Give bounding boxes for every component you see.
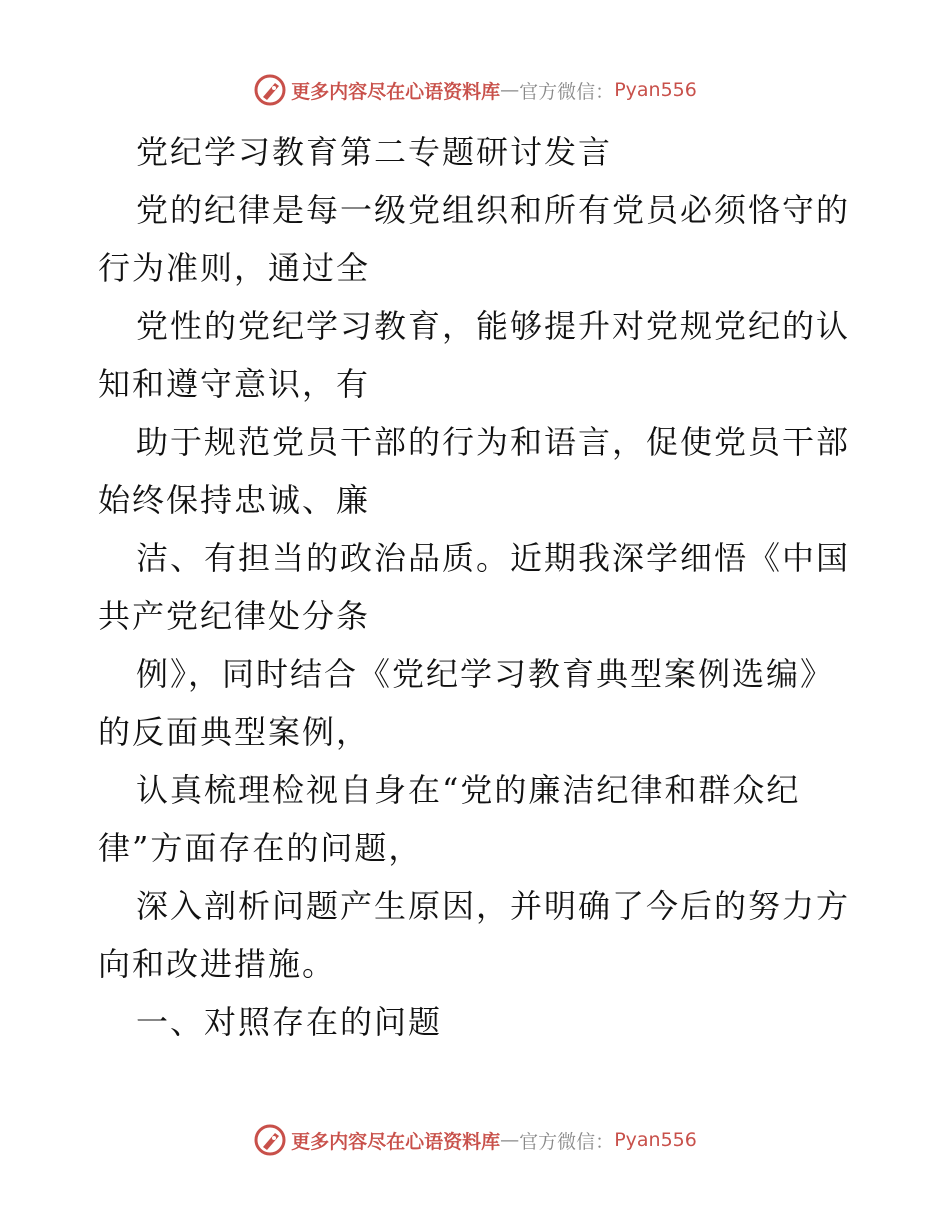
- watermark-brand: 更多内容尽在心语资料库: [291, 80, 501, 103]
- document-body: [98, 123, 858, 1051]
- paragraph-line: 例》，同时结合《党纪学习教育典型案例选编》: [136, 655, 835, 693]
- paragraph-line: 共产党纪律处分条: [98, 597, 371, 635]
- paragraph-line: 始终保持忠诚、廉: [98, 481, 371, 519]
- paragraph-line: 律”方面存在的问题，: [98, 829, 423, 867]
- watermark-separator: —: [500, 79, 520, 101]
- header-watermark: [0, 70, 950, 110]
- paragraph-line: 洁、有担当的政治品质。近期我深学细悟《中国: [136, 539, 851, 577]
- section-heading: 一、对照存在的问题: [136, 1003, 443, 1041]
- watermark-wechat-id: Pyan556: [614, 1129, 697, 1151]
- paragraph-line: 向和改进措施。: [98, 945, 337, 983]
- paragraph-line: 助于规范党员干部的行为和语言，促使党员干部: [136, 423, 851, 461]
- fountain-pen-logo-icon: [253, 1123, 287, 1157]
- paragraph-line: 党性的党纪学习教育，能够提升对党规党纪的认: [136, 307, 851, 345]
- watermark-wechat-label: 官方微信：: [519, 1130, 615, 1153]
- paragraph-line: 深入剖析问题产生原因，并明确了今后的努力方: [136, 887, 851, 925]
- paragraph-line: 认真梳理检视自身在“党的廉洁纪律和群众纪: [136, 771, 801, 809]
- paragraph-line: 行为准则，通过全: [98, 249, 371, 287]
- footer-watermark: [0, 1120, 950, 1160]
- watermark-wechat-id: Pyan556: [614, 79, 697, 101]
- paragraph-line: 的反面典型案例，: [98, 713, 371, 751]
- paragraph-line: 知和遵守意识，有: [98, 365, 371, 403]
- watermark-wechat-label: 官方微信：: [519, 80, 615, 103]
- fountain-pen-logo-icon: [253, 73, 287, 107]
- paragraph-line: 党的纪律是每一级党组织和所有党员必须恪守的: [136, 191, 851, 229]
- document-title: 党纪学习教育第二专题研讨发言: [136, 133, 613, 171]
- watermark-separator: —: [500, 1129, 520, 1151]
- watermark-brand: 更多内容尽在心语资料库: [291, 1130, 501, 1153]
